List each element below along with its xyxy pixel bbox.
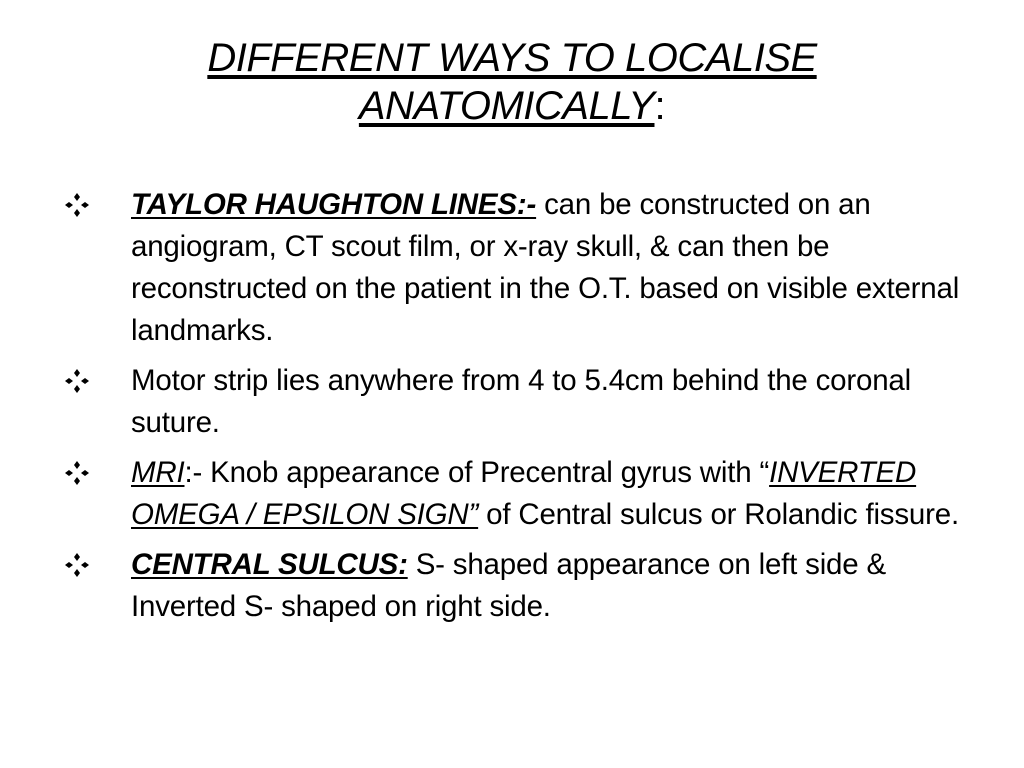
bullet-taylor-haughton: [64, 184, 964, 352]
four-diamond-bullet-icon: [64, 552, 90, 578]
bullet-text: Motor strip lies anywhere from 4 to 5.4cm behind the coronal suture.: [131, 364, 911, 439]
bullet-text: S- shaped appearance on left side & Inverted S- shaped on right side.: [131, 548, 886, 623]
bullet-lead: CENTRAL SULCUS:: [131, 548, 408, 581]
bullet-mri: [64, 452, 964, 536]
four-diamond-bullet-icon: [64, 368, 90, 394]
slide-title: [112, 34, 912, 130]
bullet-text-b: of Central sulcus or Rolandic fissure.: [478, 498, 959, 531]
bullet-motor-strip: [64, 360, 964, 444]
four-diamond-bullet-icon: [64, 460, 90, 486]
bullet-lead: MRI: [131, 456, 185, 489]
bullet-text: can be constructed on an angiogram, CT scout film, or x-ray skull, & can then be reconstructed on the patient in the O.T. based on visible external landmarks.: [131, 188, 960, 347]
four-diamond-bullet-icon: [64, 192, 90, 218]
bullet-lead: TAYLOR HAUGHTON LINES:-: [131, 188, 537, 221]
bullet-text-a: :- Knob appearance of Precentral gyrus with “: [184, 456, 770, 489]
bullet-central-sulcus: [64, 544, 964, 628]
title-text: DIFFERENT WAYS TO LOCALISE ANATOMICALLY: [207, 36, 817, 128]
bullet-emphasis: INVERTED OMEGA / EPSILON SIGN”: [131, 456, 917, 531]
bullet-list: [64, 184, 964, 636]
title-colon: :: [654, 84, 666, 128]
